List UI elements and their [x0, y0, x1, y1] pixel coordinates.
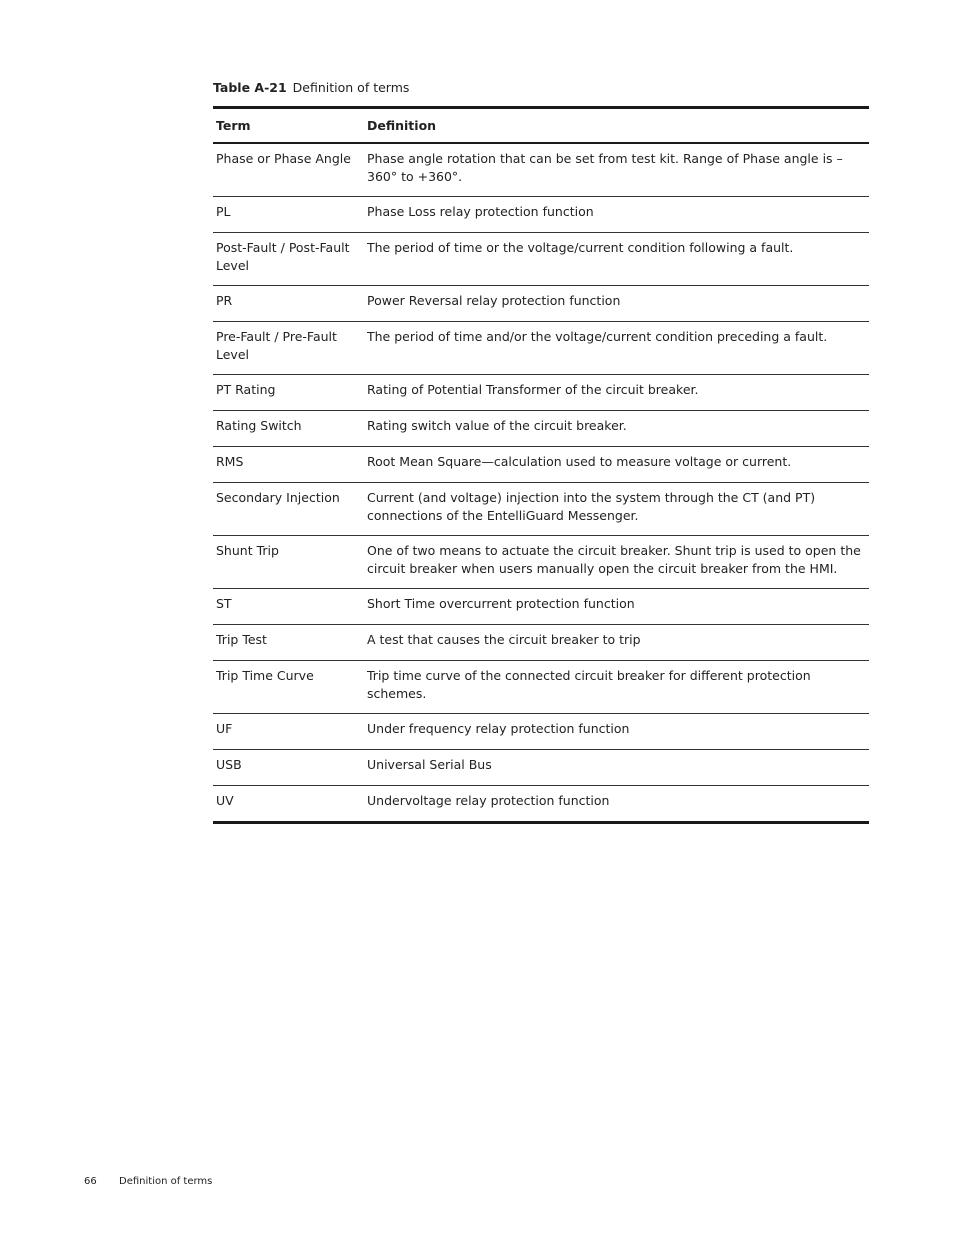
table-row	[213, 447, 869, 483]
definition-cell: Trip time curve of the connected circuit breaker for different protection schemes.	[367, 668, 811, 701]
footer-section-title: Definition of terms	[119, 1176, 213, 1187]
definition-cell: Undervoltage relay protection function	[367, 793, 610, 808]
definition-cell: Power Reversal relay protection function	[367, 293, 621, 308]
definition-cell: Rating switch value of the circuit breaker.	[367, 418, 627, 433]
table-row	[213, 786, 869, 823]
table-caption-label: Table A-21	[213, 80, 287, 95]
table-row	[213, 714, 869, 750]
definition-cell: Phase Loss relay protection function	[367, 204, 594, 219]
table-caption	[213, 80, 409, 96]
term-cell: UV	[216, 793, 234, 808]
column-header-definition: Definition	[367, 117, 437, 133]
term-cell: RMS	[216, 454, 244, 469]
term-cell: PT Rating	[216, 382, 276, 397]
table-row	[213, 589, 869, 625]
definition-cell: Root Mean Square—calculation used to measure voltage or current.	[367, 454, 792, 469]
term-cell: USB	[216, 757, 242, 772]
definition-cell: One of two means to actuate the circuit breaker. Shunt trip is used to open the circuit breaker when users manually open the circuit breaker from the HMI.	[367, 543, 861, 576]
term-cell: Phase or Phase Angle	[216, 151, 351, 166]
definition-cell: A test that causes the circuit breaker to trip	[367, 632, 641, 647]
term-cell: Pre-Fault / Pre-Fault Level	[216, 329, 337, 362]
table-row	[213, 625, 869, 661]
definition-cell: Current (and voltage) injection into the system through the CT (and PT) connections of the EntelliGuard Messenger.	[367, 490, 816, 523]
table-row	[213, 322, 869, 375]
definition-cell: The period of time or the voltage/current condition following a fault.	[367, 240, 794, 255]
term-cell: ST	[216, 596, 232, 611]
term-cell: Rating Switch	[216, 418, 302, 433]
page-footer	[84, 1175, 212, 1188]
definition-cell: Phase angle rotation that can be set from test kit. Range of Phase angle is –360° to +360°.	[367, 151, 843, 184]
table-row	[213, 536, 869, 589]
term-cell: Secondary Injection	[216, 490, 340, 505]
table-row	[213, 233, 869, 286]
table-row	[213, 750, 869, 786]
table-row	[213, 286, 869, 322]
term-cell: Trip Test	[216, 632, 267, 647]
term-cell: PR	[216, 293, 233, 308]
table-header-row	[213, 108, 869, 144]
table-row	[213, 411, 869, 447]
definition-cell: Short Time overcurrent protection function	[367, 596, 635, 611]
table-row	[213, 661, 869, 714]
definitions-table	[213, 106, 869, 824]
table-row	[213, 143, 869, 197]
term-cell: Trip Time Curve	[216, 668, 314, 683]
table-row	[213, 483, 869, 536]
table-row	[213, 197, 869, 233]
term-cell: UF	[216, 721, 233, 736]
definition-cell: Rating of Potential Transformer of the circuit breaker.	[367, 382, 699, 397]
table-caption-title: Definition of terms	[292, 80, 410, 95]
column-header-term: Term	[216, 117, 251, 133]
term-cell: Shunt Trip	[216, 543, 279, 558]
page-number: 66	[84, 1176, 97, 1187]
definition-cell: Under frequency relay protection function	[367, 721, 630, 736]
definition-cell: The period of time and/or the voltage/current condition preceding a fault.	[367, 329, 828, 344]
table-row	[213, 375, 869, 411]
term-cell: PL	[216, 204, 231, 219]
definition-cell: Universal Serial Bus	[367, 757, 492, 772]
term-cell: Post-Fault / Post-Fault Level	[216, 240, 350, 273]
